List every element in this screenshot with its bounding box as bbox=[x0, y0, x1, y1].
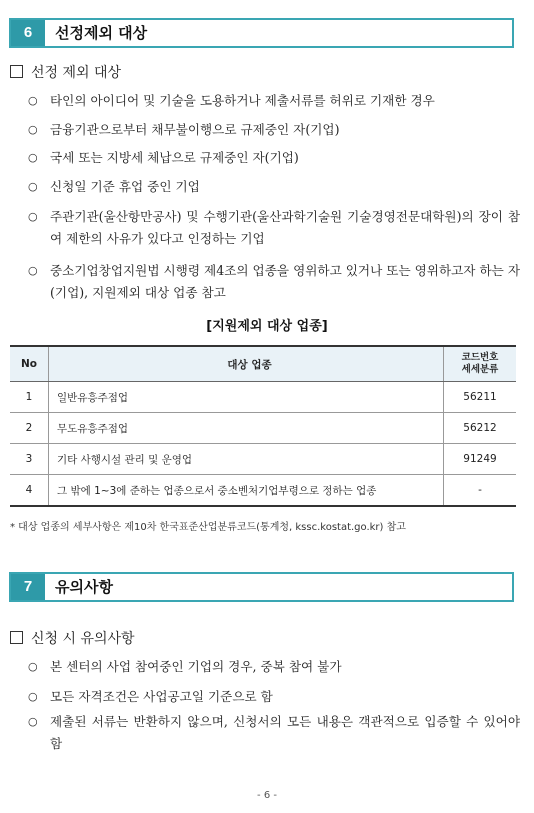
col-header-code-line1: 코드번호 bbox=[461, 352, 499, 363]
cell-industry: 기타 사행시설 관리 및 운영업 bbox=[49, 444, 444, 475]
exclusion-item bbox=[28, 90, 520, 112]
table-row bbox=[10, 382, 516, 413]
exclusion-item bbox=[28, 176, 520, 198]
col-header-no: No bbox=[10, 346, 49, 382]
circle-bullet-icon: ○ bbox=[28, 264, 38, 277]
square-bullet-icon bbox=[10, 631, 23, 644]
circle-bullet-icon: ○ bbox=[28, 151, 38, 164]
page-number: - 6 - bbox=[257, 790, 277, 801]
cell-no: 3 bbox=[10, 444, 49, 475]
exclusion-item-text: 타인의 아이디어 및 기술을 도용하거나 제출서류를 허위로 기재한 경우 bbox=[50, 93, 435, 108]
notice-item-text: 모든 자격조건은 사업공고일 기준으로 함 bbox=[50, 689, 273, 704]
exclusion-item bbox=[28, 119, 520, 141]
section-6-title: 선정제외 대상 bbox=[55, 24, 148, 42]
exclusion-item-text: 신청일 기준 휴업 중인 기업 bbox=[50, 179, 200, 194]
section-6-heading-text: 선정 제외 대상 bbox=[31, 65, 122, 81]
section-7-heading-text: 신청 시 유의사항 bbox=[31, 631, 135, 647]
table-title: [지원제외 대상 업종] bbox=[206, 319, 328, 334]
circle-bullet-icon: ○ bbox=[28, 180, 38, 193]
exclusion-item bbox=[28, 147, 520, 169]
notice-item bbox=[28, 711, 520, 755]
section-7-heading bbox=[10, 628, 135, 648]
notice-item-text: 본 센터의 사업 참여중인 기업의 경우, 중복 참여 불가 bbox=[50, 659, 342, 674]
notice-item bbox=[28, 686, 520, 708]
cell-industry: 그 밖에 1~3에 준하는 업종으로서 중소벤처기업부령으로 정하는 업종 bbox=[49, 475, 444, 507]
col-header-code-line2: 세세분류 bbox=[461, 364, 499, 375]
exclusion-item bbox=[28, 206, 520, 250]
exclusion-item-text: 주관기관(울산항만공사) 및 수행기관(울산과학기술원 기술경영전문대학원)의 장이 참여 제한의 사유가 있다고 인정하는 기업 bbox=[50, 209, 520, 246]
circle-bullet-icon: ○ bbox=[28, 210, 38, 223]
table-row bbox=[10, 413, 516, 444]
table-header-row bbox=[10, 346, 516, 382]
table-row bbox=[10, 475, 516, 507]
table-footnote: * 대상 업종의 세부사항은 제10차 한국표준산업분류코드(통계청, kssc.kostat.go.kr) 참고 bbox=[10, 522, 406, 533]
section-6-header bbox=[9, 18, 514, 48]
section-7-header bbox=[9, 572, 514, 602]
section-6-number: 6 bbox=[11, 20, 45, 46]
cell-code: - bbox=[444, 475, 517, 507]
circle-bullet-icon: ○ bbox=[28, 123, 38, 136]
exclusion-item-text: 중소기업창업지원법 시행령 제4조의 업종을 영위하고 있거나 또는 영위하고자 하는 자(기업), 지원제외 대상 업종 참고 bbox=[50, 263, 520, 300]
cell-code: 56212 bbox=[444, 413, 517, 444]
excluded-industries-table bbox=[10, 345, 516, 507]
col-header-code bbox=[444, 346, 517, 382]
notice-item-text: 제출된 서류는 반환하지 않으며, 신청서의 모든 내용은 객관적으로 입증할 수 있어야 함 bbox=[50, 714, 520, 751]
square-bullet-icon bbox=[10, 65, 23, 78]
cell-code: 91249 bbox=[444, 444, 517, 475]
notice-item bbox=[28, 656, 520, 678]
section-6-heading bbox=[10, 62, 121, 82]
cell-no: 2 bbox=[10, 413, 49, 444]
circle-bullet-icon: ○ bbox=[28, 94, 38, 107]
cell-no: 1 bbox=[10, 382, 49, 413]
circle-bullet-icon: ○ bbox=[28, 715, 38, 728]
circle-bullet-icon: ○ bbox=[28, 660, 38, 673]
circle-bullet-icon: ○ bbox=[28, 690, 38, 703]
exclusion-item-text: 금융기관으로부터 채무불이행으로 규제중인 자(기업) bbox=[50, 122, 340, 137]
table-row bbox=[10, 444, 516, 475]
section-7-title: 유의사항 bbox=[55, 578, 113, 596]
exclusion-item-text: 국세 또는 지방세 체납으로 규제중인 자(기업) bbox=[50, 150, 299, 165]
exclusion-item bbox=[28, 260, 520, 304]
section-7-number: 7 bbox=[11, 574, 45, 600]
cell-no: 4 bbox=[10, 475, 49, 507]
cell-code: 56211 bbox=[444, 382, 517, 413]
cell-industry: 일반유흥주점업 bbox=[49, 382, 444, 413]
col-header-industry: 대상 업종 bbox=[49, 346, 444, 382]
cell-industry: 무도유흥주점업 bbox=[49, 413, 444, 444]
